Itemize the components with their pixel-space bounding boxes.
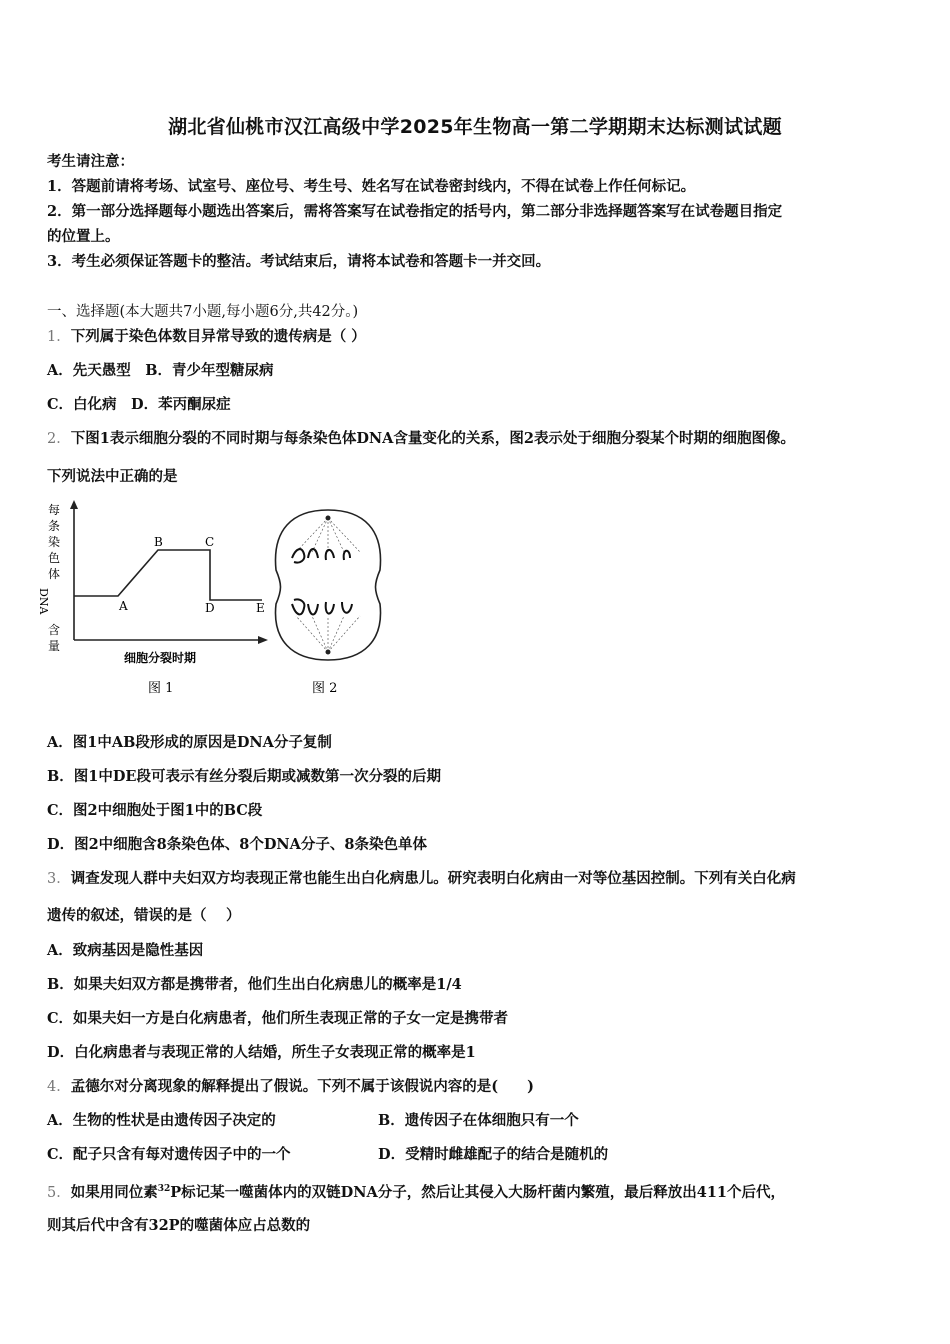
fig1-point-b: B bbox=[154, 535, 163, 549]
q3-option-d: D．白化病患者与表现正常的人结婚，所生子女表现正常的概率是1 bbox=[47, 1044, 476, 1061]
exam-title: 湖北省仙桃市汉江高级中学2025年生物高一第二学期期末达标测试试题 bbox=[168, 116, 782, 138]
question-number: 2． bbox=[47, 431, 71, 447]
question-stem: 下列属于染色体数目异常导致的遗传病是（ ） bbox=[70, 328, 366, 345]
question-number: 4． bbox=[47, 1079, 71, 1095]
question-3 bbox=[47, 869, 796, 889]
q2-figure-svg bbox=[37, 500, 364, 700]
fig2-spindle-fibers bbox=[296, 518, 360, 652]
fig2-centriole-bottom bbox=[326, 650, 331, 655]
q2-option-c: C．图2中细胞处于图1中的BC段 bbox=[47, 802, 263, 819]
fig2-chromosomes-upper bbox=[292, 549, 350, 563]
fig1-ylabel-char: 每 bbox=[48, 503, 61, 517]
fig1-xlabel: 细胞分裂时期 bbox=[124, 651, 197, 665]
fig2-chromosomes-lower bbox=[292, 599, 352, 614]
question-5-stem-cont: 则其后代中含有32P的噬菌体应占总数的 bbox=[47, 1217, 311, 1234]
fig1-point-e: E bbox=[256, 601, 265, 615]
question-number: 1． bbox=[47, 329, 71, 345]
q4-option-a: A．生物的性状是由遗传因子决定的 bbox=[47, 1112, 276, 1129]
notice-heading: 考生请注意： bbox=[47, 153, 134, 170]
section-heading: 一、选择题(本大题共7小题,每小题6分,共42分。) bbox=[47, 304, 359, 320]
fig1-dna-curve bbox=[74, 550, 262, 600]
fig1-ylabel-char: 条 bbox=[48, 519, 61, 533]
fig2-centriole-top bbox=[326, 516, 331, 521]
question-stem: 孟德尔对分离现象的解释提出了假说。下列不属于该假说内容的是( ) bbox=[70, 1078, 534, 1095]
q2-figure bbox=[37, 500, 364, 700]
question-1 bbox=[47, 327, 366, 347]
question-4 bbox=[47, 1077, 534, 1097]
notice-item-3: 3．考生必须保证答题卡的整洁。考试结束后，请将本试卷和答题卡一并交回。 bbox=[47, 253, 551, 270]
question-3-stem-cont: 遗传的叙述，错误的是（ ） bbox=[47, 907, 241, 924]
fig1-point-d: D bbox=[205, 601, 215, 615]
q1-options-row-1: A．先天愚型 B．青少年型糖尿病 bbox=[47, 362, 274, 379]
fig1-caption: 图 1 bbox=[148, 681, 174, 696]
q4-option-b: B．遗传因子在体细胞只有一个 bbox=[378, 1112, 579, 1129]
figure-2-cell bbox=[275, 510, 380, 696]
q2-option-b: B．图1中DE段可表示有丝分裂后期或减数第一次分裂的后期 bbox=[47, 768, 441, 785]
q1-options-row-2: C．白化病 D．苯丙酮尿症 bbox=[47, 396, 231, 413]
isotope-superscript: 32 bbox=[157, 1184, 171, 1194]
fig2-caption: 图 2 bbox=[312, 681, 338, 696]
fig1-point-a: A bbox=[119, 599, 128, 613]
question-stem: 下图1表示细胞分裂的不同时期与每条染色体DNA含量变化的关系，图2表示处于细胞分裂某个时期的细胞图像。 bbox=[70, 430, 795, 447]
fig1-ylabel-char: 染 bbox=[48, 535, 61, 549]
question-2 bbox=[47, 429, 795, 449]
notice-item-2-cont: 的位置上。 bbox=[47, 228, 120, 245]
fig1-ylabel-dna: DNA bbox=[37, 588, 50, 615]
fig1-ylabel-char: 色 bbox=[48, 551, 61, 565]
question-5 bbox=[47, 1179, 785, 1203]
question-2-stem-cont: 下列说法中正确的是 bbox=[47, 468, 178, 485]
question-stem: 如果用同位素 bbox=[70, 1184, 158, 1201]
figure-1-graph bbox=[37, 500, 268, 696]
fig2-cell-membrane bbox=[275, 510, 380, 660]
q4-options-row-2 bbox=[47, 1145, 907, 1165]
q2-option-a: A．图1中AB段形成的原因是DNA分子复制 bbox=[47, 734, 332, 751]
fig1-y-arrow bbox=[70, 500, 78, 509]
q4-options-row-1 bbox=[47, 1111, 907, 1131]
notice-item-2: 2．第一部分选择题每小题选出答案后，需将答案写在试卷指定的括号内，第二部分非选择题答案写在试卷题目指定 bbox=[47, 203, 783, 220]
q4-option-c: C．配子只含有每对遗传因子中的一个 bbox=[47, 1146, 291, 1163]
notice-item-1: 1．答题前请将考场、试室号、座位号、考生号、姓名写在试卷密封线内，不得在试卷上作任何标记。 bbox=[47, 178, 696, 195]
fig1-ylabel-char: 含 bbox=[48, 623, 61, 637]
question-stem: 调查发现人群中夫妇双方均表现正常也能生出白化病患儿。研究表明白化病由一对等位基因控制。下列有关白化病 bbox=[70, 870, 796, 887]
fig1-x-arrow bbox=[258, 636, 268, 644]
fig1-ylabel-char: 量 bbox=[48, 639, 61, 653]
question-number: 3． bbox=[47, 871, 71, 887]
question-stem-cont: P标记某一噬菌体内的双链DNA分子，然后让其侵入大肠杆菌内繁殖，最后释放出411个后代， bbox=[170, 1184, 786, 1201]
q3-option-b: B．如果夫妇双方都是携带者，他们生出白化病患儿的概率是1/4 bbox=[47, 976, 462, 993]
fig1-ylabel-char: 体 bbox=[48, 567, 61, 581]
question-number: 5． bbox=[47, 1185, 71, 1201]
q3-option-a: A．致病基因是隐性基因 bbox=[47, 942, 204, 959]
q2-option-d: D．图2中细胞含8条染色体、8个DNA分子、8条染色单体 bbox=[47, 836, 428, 853]
q3-option-c: C．如果夫妇一方是白化病患者，他们所生表现正常的子女一定是携带者 bbox=[47, 1010, 509, 1027]
fig1-point-c: C bbox=[205, 535, 215, 549]
q4-option-d: D．受精时雌雄配子的结合是随机的 bbox=[378, 1146, 609, 1163]
